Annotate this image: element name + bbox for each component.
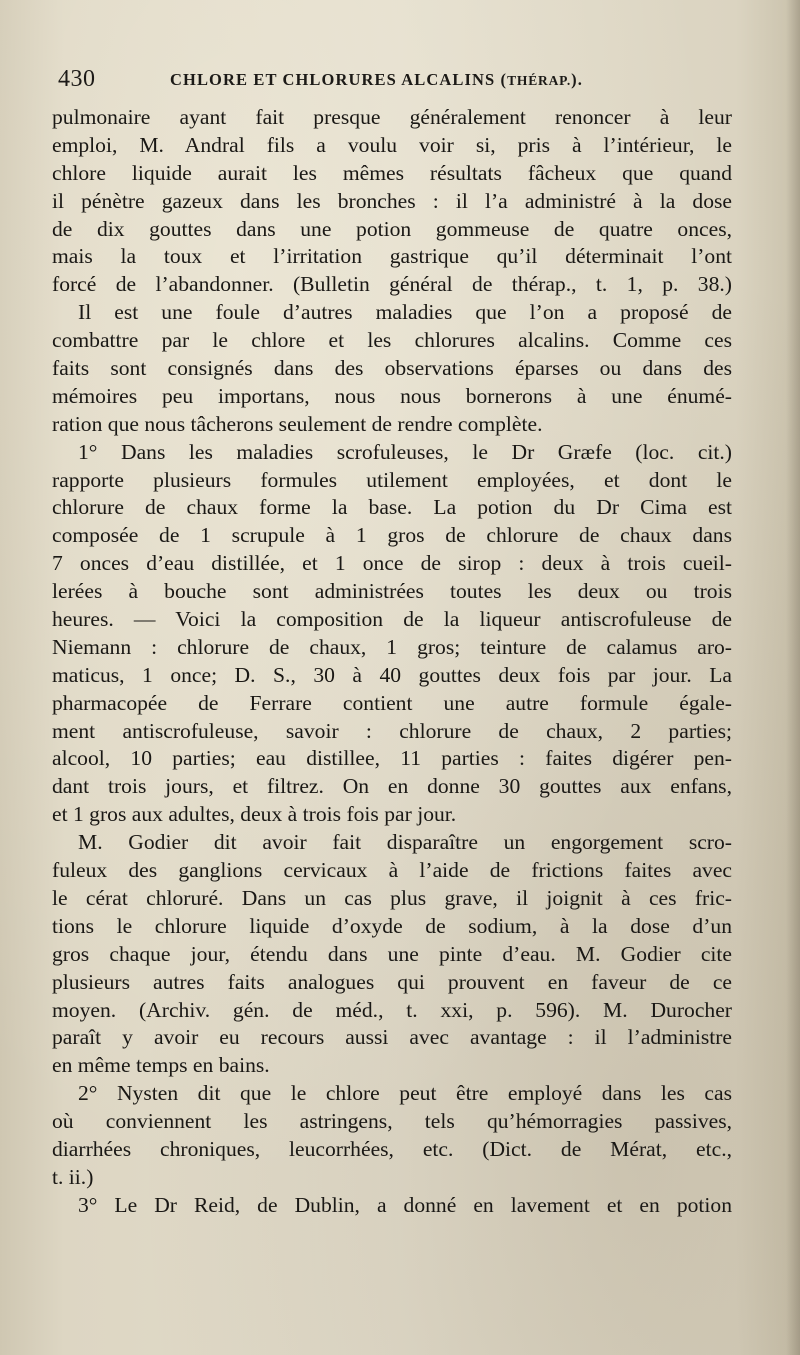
text-line: pulmonaire ayant fait presque généralement renoncer à leur xyxy=(52,105,732,129)
page-number: 430 xyxy=(58,66,96,92)
text-line: fuleux des ganglions cervicaux à l’aide de frictions faites avec xyxy=(52,858,732,883)
text-line: emploi, M. Andral fils a voulu voir si, pris à l’intérieur, le xyxy=(52,132,732,157)
text-line: 3° Le Dr Reid, de Dublin, a donné en lavement et en potion xyxy=(78,1192,732,1217)
text-line: et 1 gros aux adultes, deux à trois fois par jour. xyxy=(52,802,457,827)
text-line: maticus, 1 once; D. S., 30 à 40 gouttes deux fois par jour. La xyxy=(52,662,732,687)
text-line: chlore liquide aurait les mêmes résultats fâcheux que quand xyxy=(52,160,732,185)
text-line: Il est une foule d’autres maladies que l’on a proposé de xyxy=(78,300,732,325)
text-line: gros chaque jour, étendu dans une pinte d’eau. M. Godier cite xyxy=(52,941,732,966)
text-line: de dix gouttes dans une potion gommeuse de quatre onces, xyxy=(52,216,732,241)
running-head-main: CHLORE ET CHLORURES ALCALINS ( xyxy=(170,70,508,89)
text-line: dant trois jours, et filtrez. On en donne 30 gouttes aux enfans, xyxy=(52,774,732,799)
text-line: il pénètre gazeux dans les bronches : il l’a administré à la dose xyxy=(52,188,732,213)
text-line: heures. — Voici la composition de la liqueur antiscrofuleuse de xyxy=(52,607,732,632)
text-line: le cérat chloruré. Dans un cas plus grave, il joignit à ces fric- xyxy=(52,885,732,910)
text-line: faits sont consignés dans des observations éparses ou dans des xyxy=(52,356,732,381)
text-line: forcé de l’abandonner. (Bulletin général de thérap., t. 1, p. 38.) xyxy=(52,272,732,297)
text-line: ration que nous tâcherons seulement de rendre complète. xyxy=(52,411,543,436)
text-line: paraît y avoir eu recours aussi avec avantage : il l’administre xyxy=(52,1025,732,1050)
text-line: mais la toux et l’irritation gastrique qu’il déterminait l’ont xyxy=(52,244,732,269)
text-line: tions le chlorure liquide d’oxyde de sodium, à la dose d’un xyxy=(52,913,732,938)
text-line: rapporte plusieurs formules utilement employées, et dont le xyxy=(52,467,732,492)
text-line: ment antiscrofuleuse, savoir : chlorure de chaux, 2 parties; xyxy=(52,718,732,743)
text-line: M. Godier dit avoir fait disparaître un engorgement scro- xyxy=(78,830,732,855)
running-head xyxy=(170,70,583,90)
text-line: plusieurs autres faits analogues qui prouvent en faveur de ce xyxy=(52,969,732,994)
running-head-end: ). xyxy=(571,70,583,89)
text-line: 2° Nysten dit que le chlore peut être employé dans les cas xyxy=(78,1081,732,1106)
text-line: où conviennent les astringens, tels qu’hémorragies passives, xyxy=(52,1109,732,1134)
text-line: mémoires peu importans, nous nous bornerons à une énumé- xyxy=(52,383,732,408)
text-line: chlorure de chaux forme la base. La potion du Dr Cima est xyxy=(52,495,732,520)
text-line: 7 onces d’eau distillée, et 1 once de sirop : deux à trois cueil- xyxy=(52,551,732,576)
text-line: Niemann : chlorure de chaux, 1 gros; teinture de calamus aro- xyxy=(52,634,732,659)
text-line: moyen. (Archiv. gén. de méd., t. xxi, p. 596). M. Durocher xyxy=(52,997,732,1022)
text-line: composée de 1 scrupule à 1 gros de chlorure de chaux dans xyxy=(52,523,732,548)
text-line: lerées à bouche sont administrées toutes les deux ou trois xyxy=(52,579,732,604)
text-line: diarrhées chroniques, leucorrhées, etc. (Dict. de Mérat, etc., xyxy=(52,1136,732,1161)
body-text xyxy=(52,104,732,1220)
text-line: 1° Dans les maladies scrofuleuses, le Dr Græfe (loc. cit.) xyxy=(78,439,732,464)
text-line: pharmacopée de Ferrare contient une autre formule égale- xyxy=(52,690,732,715)
text-line: en même temps en bains. xyxy=(52,1053,270,1078)
page-header xyxy=(58,66,738,100)
text-line: t. ii.) xyxy=(52,1164,94,1189)
text-line: alcool, 10 parties; eau distillee, 11 parties : faites digérer pen- xyxy=(52,746,732,771)
running-head-small: THÉRAP. xyxy=(507,73,572,88)
page-edge-shadow xyxy=(786,0,800,1355)
text-line: combattre par le chlore et les chlorures alcalins. Comme ces xyxy=(52,328,732,353)
